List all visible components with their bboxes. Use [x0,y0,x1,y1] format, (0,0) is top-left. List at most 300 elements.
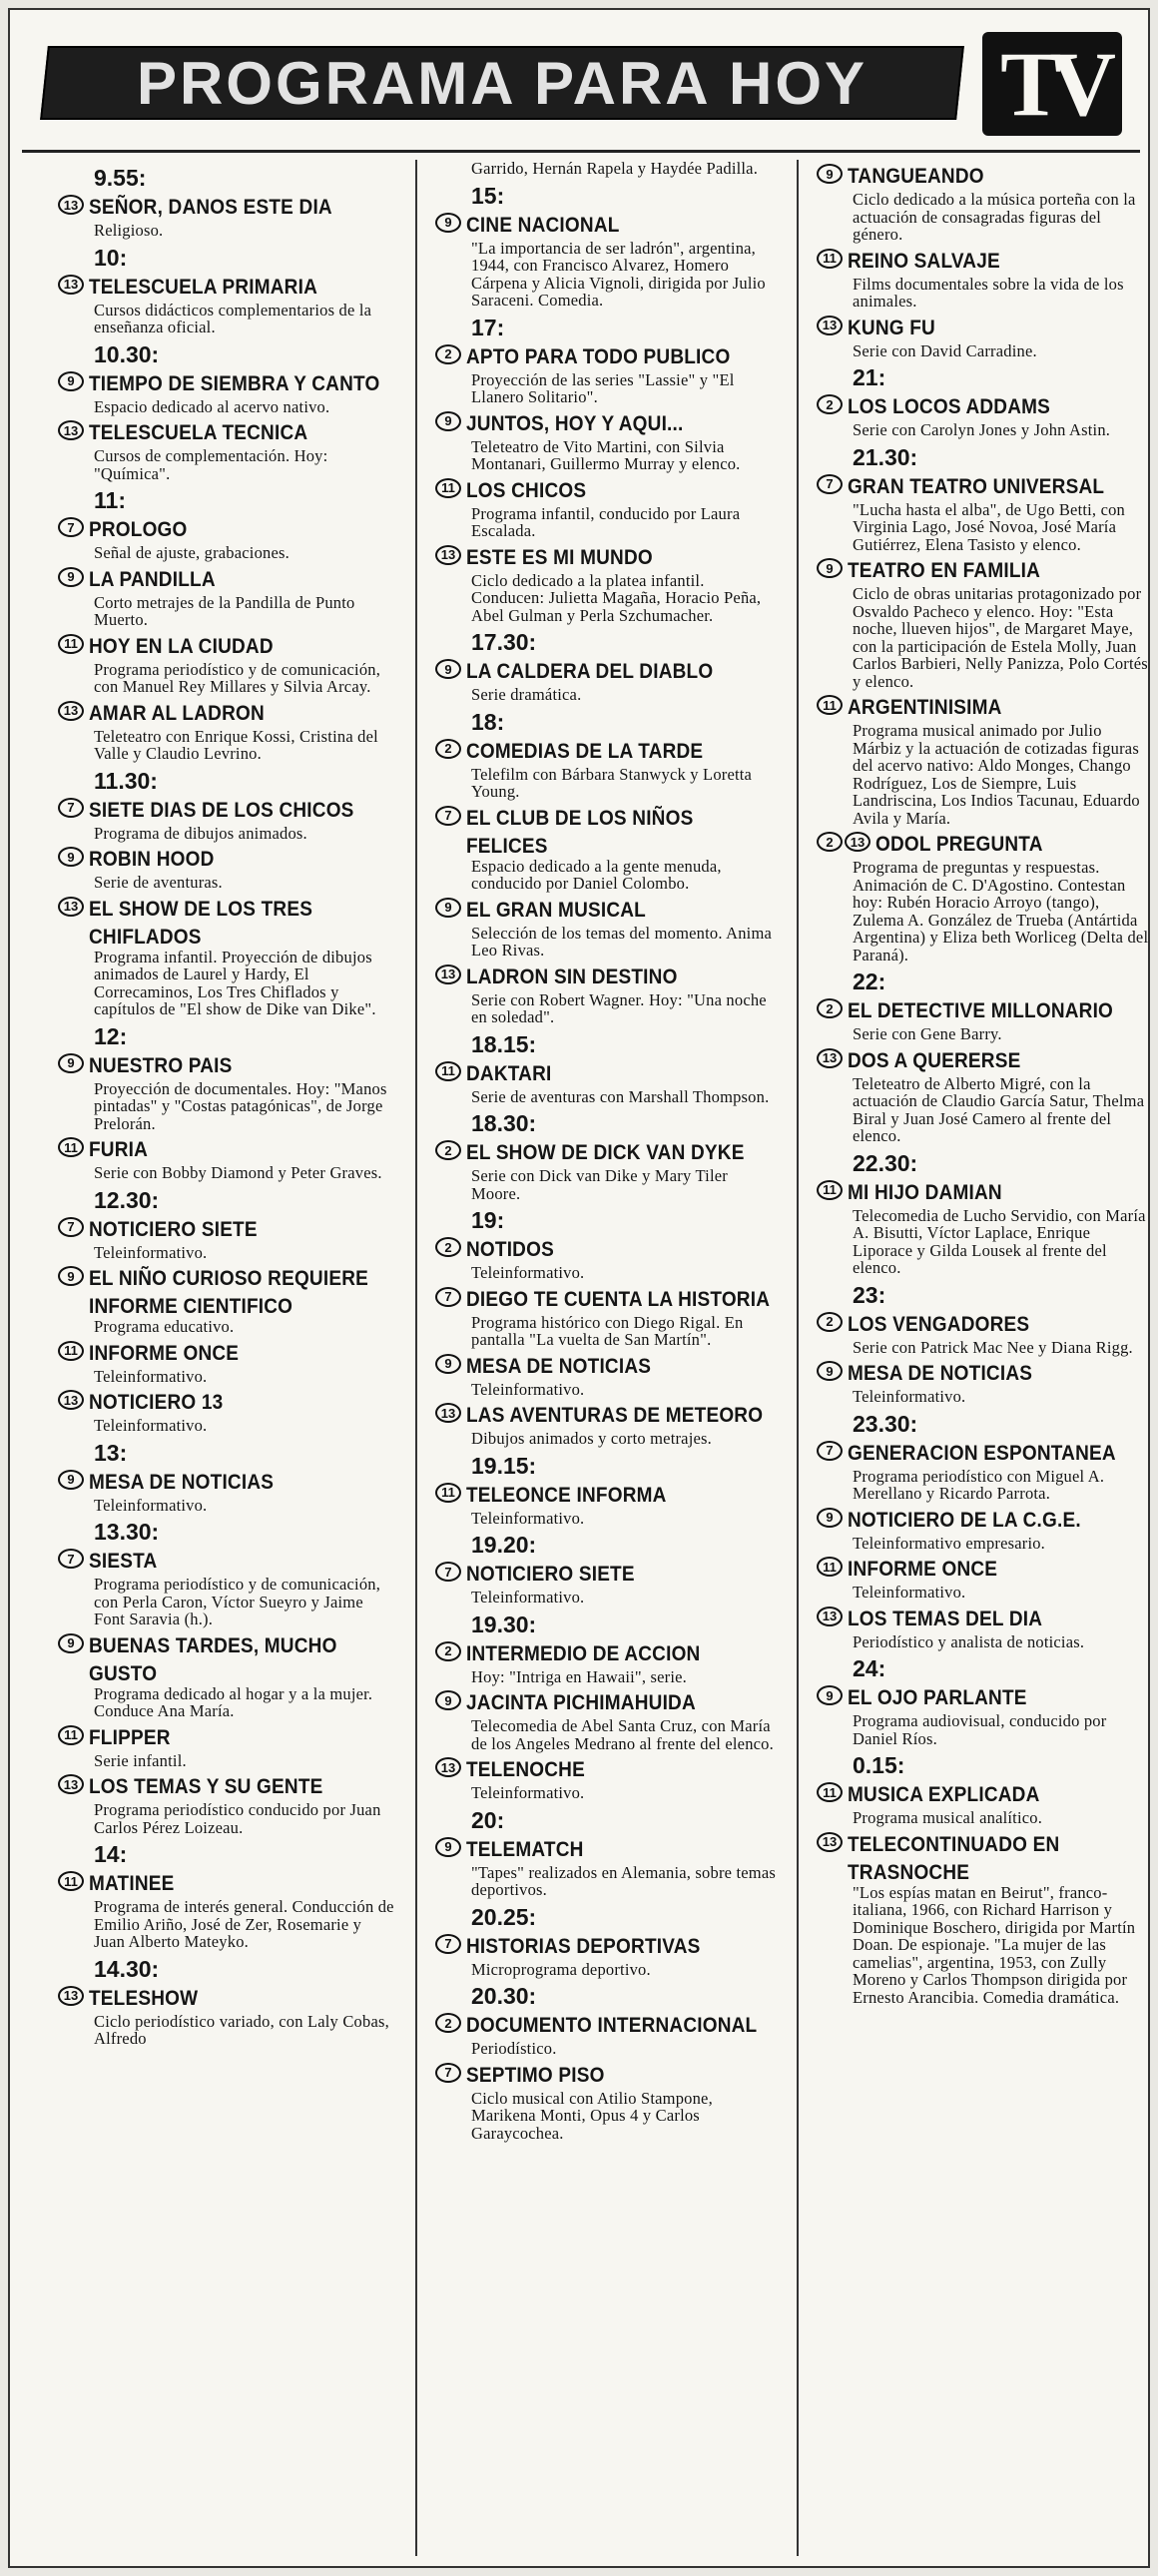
program-description: Programa infantil. Proyección de dibujos animados de Laurel y Hardy, El Correcaminos, Los Tres Chiflados y capítulos de "El show de Dike van Dike". [94,947,376,1018]
program-listing [435,544,777,625]
schedule-column-2 [435,160,777,2556]
program-name: NOTICIERO DE LA C.G.E. [848,1508,1081,1533]
program-description: Teleinformativo. [94,1495,208,1515]
channel-badges [435,898,461,918]
channel-badge: 9 [435,1690,461,1710]
channel-badge: 13 [435,545,461,565]
program-header [58,896,395,950]
program-header [58,846,395,871]
program-description: Espacio dedicado a la gente menuda, conducido por Daniel Colombo. [471,856,722,893]
time-slot: 24: [853,1655,886,1681]
program-listing [435,2012,777,2058]
program-listing [58,1216,395,1262]
program-header [817,1179,1150,1204]
channel-badge: 11 [817,1782,843,1802]
program-header [435,738,777,763]
program-header [58,797,395,822]
program-name: DAKTARI [466,1061,552,1086]
channel-badges [58,847,84,867]
program-name: LA PANDILLA [89,567,216,592]
program-header [817,1440,1150,1465]
program-name: TANGUEANDO [848,165,984,189]
program-header [817,997,1150,1022]
program-listing [435,343,777,406]
program-name: AMAR AL LADRON [89,701,265,726]
schedule-column-1 [58,160,395,2556]
program-header [435,1402,777,1427]
program-listing [435,658,777,704]
channel-badge: 13 [845,832,870,852]
program-name: GRAN TEATRO UNIVERSAL [848,474,1105,499]
program-header [58,633,395,658]
program-listing [817,1684,1150,1747]
channel-badges [817,1361,843,1381]
channel-badges [58,275,84,295]
program-header [435,544,777,569]
program-description: "Lucha hasta el alba", de Ugo Betti, con Virginia Lago, José Novoa, José María Gutiérrez, Elena Tasisto y elenco. [853,499,1126,554]
channel-badges [435,806,461,826]
program-name: TELESHOW [89,1986,199,2011]
channel-badge: 7 [435,2063,461,2083]
channel-badges [817,1508,843,1528]
channel-badges [817,249,843,269]
channel-badge: 9 [817,1685,843,1705]
channel-badge: 7 [435,806,461,826]
program-header [58,1773,395,1798]
channel-badge: 11 [817,1180,843,1200]
program-name: INFORME ONCE [89,1341,240,1366]
time-slot: 21: [853,364,886,390]
program-listing [435,1060,777,1106]
program-listing [817,1179,1150,1277]
channel-badge: 13 [817,1832,843,1852]
program-header [817,1047,1150,1072]
program-description: Programa periodístico conducido por Juan Carlos Pérez Loizeau. [94,1800,381,1837]
program-header [435,2062,777,2087]
schedule-columns [22,160,1149,2556]
channel-badges [435,411,461,431]
program-header [817,248,1150,273]
program-name: EL SHOW DE DICK VAN DYKE [466,1141,745,1165]
channel-badges [817,1441,843,1461]
program-listing [58,1724,395,1770]
channel-badges [435,2063,461,2083]
program-description: Teleinformativo empresario. [853,1533,1046,1553]
channel-badges [58,798,84,818]
channel-badge: 9 [817,164,843,184]
time-slot: 12: [94,1022,128,1049]
channel-badge: 9 [435,898,461,918]
program-listing [58,1632,395,1720]
time-slot: 18: [471,708,505,735]
channel-badges [58,1053,84,1073]
program-header [817,1556,1150,1581]
program-header [817,1831,1150,1885]
program-description: Serie con David Carradine. [853,340,1037,360]
program-listing [817,1360,1150,1406]
program-description: Teleinformativo. [853,1387,966,1406]
channel-badges [817,1832,843,1852]
program-name: FURIA [89,1138,149,1162]
program-name: LAS AVENTURAS DE METEORO [466,1404,764,1428]
channel-badge: 11 [817,249,843,269]
channel-badge: 9 [817,1508,843,1528]
time-slot: 20.30: [471,1983,537,2009]
program-name: EL CLUB DE LOS NIÑOS FELICES [466,806,694,859]
program-description: Programa audiovisual, conducido por Daniel Ríos. [853,1711,1107,1748]
program-header [817,1606,1150,1630]
time-slot: 22.30: [853,1149,918,1176]
channel-badges [817,1685,843,1705]
channel-badge: 9 [435,1837,461,1857]
program-description: Ciclo dedicado a la platea infantil. Conducen: Julietta Magaña, Horacio Peña, Abel Gulman y Perla Szchumacher. [471,570,762,625]
program-header [58,1632,395,1686]
program-description: Ciclo de obras unitarias protagonizado por Osvaldo Pacheco y elenco. Hoy: "Esta noche, llueven hijos", de Margaret Maye, con la participación de Estela Molly, Juan Carlos Barbieri, Nelly Panizza, Polo Cortés y elenco. [853,584,1148,691]
program-header [435,343,777,368]
program-name: NOTICIERO 13 [89,1391,224,1415]
channel-badges [817,474,843,494]
program-listing [435,1286,777,1349]
channel-badges [435,1690,461,1710]
program-listing [58,1052,395,1133]
channel-badges [58,1390,84,1410]
program-description: Periodístico. [471,2039,557,2058]
program-listing [817,315,1150,360]
channel-badges [58,1266,84,1286]
time-slot: 23.30: [853,1410,918,1437]
channel-badge: 13 [435,1757,461,1777]
program-name: ROBIN HOOD [89,848,215,872]
program-name: HISTORIAS DEPORTIVAS [466,1934,701,1959]
program-description: Teleinformativo. [471,1508,585,1528]
program-name: LOS TEMAS Y SU GENTE [89,1775,323,1799]
program-description: Teleinformativo. [853,1583,966,1602]
channel-badges [817,316,843,335]
program-name: APTO PARA TODO PUBLICO [466,344,731,369]
program-name: MESA DE NOTICIAS [466,1354,652,1379]
channel-badge: 11 [58,1725,84,1745]
program-description: Teleinformativo. [471,1263,585,1282]
channel-badge: 7 [58,1549,84,1569]
channel-badge: 13 [817,1607,843,1626]
program-description: Corto metrajes de la Pandilla de Punto Muerto. [94,592,355,629]
program-description: Programa educativo. [94,1317,235,1336]
channel-badges [817,1312,843,1332]
program-name: LOS TEMAS DEL DIA [848,1607,1043,1631]
program-listing [435,1836,777,1899]
program-description: Programa periodístico y de comunicación, con Manuel Rey Millares y Silvia Arcay. [94,659,381,696]
program-listing [58,370,395,416]
channel-badge: 11 [435,478,461,498]
channel-badges [58,1633,84,1653]
program-name: MESA DE NOTICIAS [848,1362,1033,1386]
program-description: Serie dramática. [471,685,582,704]
program-header [817,1684,1150,1709]
program-name: NOTICIERO SIETE [466,1563,635,1587]
program-name: NOTICIERO SIETE [89,1217,258,1242]
column-divider [415,160,417,2556]
program-listing [58,1136,395,1182]
program-description: Serie con Carolyn Jones y John Astin. [853,420,1111,439]
program-listing [435,410,777,473]
program-listing [58,274,395,336]
program-listing [435,212,777,310]
program-header [58,194,395,219]
channel-badge: 9 [58,1470,84,1490]
program-header [435,1836,777,1861]
channel-badges [58,517,84,537]
tv-logo-text: TV [1000,33,1104,135]
program-name: NOTIDOS [466,1238,554,1262]
program-header [817,393,1150,418]
program-description-continued: Garrido, Hernán Rapela y Haydée Padilla. [471,160,759,178]
program-description: Telecomedia de Lucho Servidio, con María A. Bisutti, Víctor Laplace, Enrique Liporace y Gilda Lousek al frente del elenco. [853,1205,1146,1277]
program-name: BUENAS TARDES, MUCHO GUSTO [89,1633,337,1686]
program-header [435,1139,777,1164]
channel-badge: 7 [58,517,84,537]
channel-badge: 2 [817,394,843,414]
channel-badges [58,567,84,587]
program-listing [435,805,777,893]
program-header [817,473,1150,498]
title-banner [40,46,964,120]
time-slot: 9.55: [94,165,147,191]
program-listing [435,1933,777,1979]
channel-badge: 13 [58,420,84,440]
program-name: JACINTA PICHIMAHUIDA [466,1691,696,1715]
program-description: Teleinformativo. [471,1379,585,1399]
channel-badge: 9 [58,567,84,587]
program-description: Hoy: "Intriga en Hawaii", serie. [471,1666,687,1686]
channel-badge: 13 [58,1986,84,2006]
program-name: EL GRAN MUSICAL [466,898,646,923]
program-header [435,212,777,237]
time-slot: 20.25: [471,1903,537,1930]
program-description: Serie de aventuras con Marshall Thompson. [471,1086,770,1106]
page-title: PROGRAMA PARA HOY [136,49,868,117]
program-listing [58,1265,395,1336]
program-name: KUNG FU [848,316,935,340]
program-listing [435,897,777,960]
channel-badge: 13 [58,701,84,721]
program-listing [435,964,777,1026]
program-header [58,370,395,395]
program-name: FLIPPER [89,1725,171,1750]
channel-badges [435,1757,461,1777]
program-header [58,1389,395,1414]
channel-badge: 11 [58,634,84,654]
masthead [44,32,1122,142]
program-listing [817,1507,1150,1553]
program-listing [435,1353,777,1399]
channel-badges [435,545,461,565]
program-description: Teleinformativo. [94,1242,208,1262]
program-header [817,1311,1150,1336]
program-name: TELECONTINUADO EN TRASNOCHE [848,1832,1060,1885]
channel-badges [817,1607,843,1626]
channel-badges [58,420,84,440]
channel-badges [58,1341,84,1361]
program-listing [58,1389,395,1435]
program-name: EL NIÑO CURIOSO REQUIERE INFORME CIENTIFICO [89,1267,368,1319]
program-name: MESA DE NOTICIAS [89,1470,275,1495]
program-description: Serie con Bobby Diamond y Peter Graves. [94,1163,382,1182]
program-header [58,516,395,541]
program-name: CINE NACIONAL [466,213,620,238]
channel-badge: 7 [817,1441,843,1461]
channel-badge: 11 [58,1871,84,1891]
program-listing [817,248,1150,311]
channel-badges [817,832,870,852]
time-slot: 21.30: [853,443,918,470]
program-listing [817,473,1150,554]
channel-badge: 9 [435,411,461,431]
time-slot: 23: [853,1281,886,1308]
program-description: Ciclo periodístico variado, con Laly Cobas, Alfredo [94,2011,389,2048]
program-name: INTERMEDIO DE ACCION [466,1641,701,1666]
program-header [435,1689,777,1714]
program-listing [817,1311,1150,1357]
program-description: Dibujos animados y corto metrajes. [471,1429,712,1448]
program-description: Teleinformativo. [471,1588,585,1607]
program-header [817,1507,1150,1532]
channel-badges [817,998,843,1018]
program-header [58,1469,395,1494]
time-slot: 14: [94,1841,128,1867]
program-name: MATINEE [89,1872,175,1896]
program-header [435,410,777,435]
program-name: LA CALDERA DEL DIABLO [466,660,714,684]
program-name: TIEMPO DE SIEMBRA Y CANTO [89,371,380,396]
program-name: TELEMATCH [466,1837,584,1862]
program-header [435,1482,777,1507]
time-slot: 11.30: [94,767,158,794]
program-name: EL OJO PARLANTE [848,1686,1027,1710]
program-description: Espacio dedicado al acervo nativo. [94,396,330,416]
program-header [435,1236,777,1261]
program-listing [435,1561,777,1607]
channel-badges [435,659,461,679]
program-name: LADRON SIN DESTINO [466,965,678,989]
program-listing [435,2062,777,2143]
channel-badges [817,1782,843,1802]
program-listing [58,419,395,482]
channel-badge: 13 [58,1390,84,1410]
program-header [58,700,395,725]
channel-badge: 11 [817,1557,843,1577]
channel-badges [435,478,461,498]
channel-badge: 9 [817,558,843,578]
program-name: DOCUMENTO INTERNACIONAL [466,2014,758,2038]
program-header [435,897,777,922]
program-listing [435,1236,777,1282]
program-header [435,1060,777,1085]
program-listing [58,1340,395,1386]
top-rule [22,150,1140,153]
program-name: REINO SALVAJE [848,249,1000,274]
program-description: Señal de ajuste, grabaciones. [94,543,290,562]
channel-badges [58,1137,84,1157]
program-header [58,566,395,591]
time-slot: 13: [94,1439,128,1466]
program-name: HOY EN LA CIUDAD [89,634,274,659]
channel-badges [435,1403,461,1423]
program-listing [58,1469,395,1515]
channel-badges [435,1934,461,1954]
program-header [435,2012,777,2037]
time-slot: 13.30: [94,1519,160,1545]
channel-badge: 11 [817,695,843,715]
channel-badge: 2 [435,344,461,364]
channel-badge: 9 [58,1266,84,1286]
channel-badges [58,1986,84,2006]
program-description: Programa periodístico con Miguel A. Merellano y Ricardo Parrota. [853,1466,1105,1503]
program-header [58,1216,395,1241]
program-listing [58,797,395,843]
program-header [58,1548,395,1573]
program-listing [817,1606,1150,1651]
program-name: LOS VENGADORES [848,1312,1030,1337]
program-description: "Los espías matan en Beirut", franco-italiana, 1966, con Richard Harrison y Dominique Boschero, dirigida por Martín Doan. De espionaje. "La mujer de las camelias", argentina, 1953, con Zully Moreno y Carlos Thompson dirigida por Ernesto Arancibia. Comedia dramática. [853,1882,1136,2007]
channel-badge: 7 [58,798,84,818]
program-description: Cursos de complementación. Hoy: "Química". [94,446,328,483]
channel-badges [817,1048,843,1068]
channel-badges [435,1237,461,1257]
channel-badge: 9 [58,847,84,867]
program-description: Programa de interés general. Conducción de Emilio Ariño, José de Zer, Rosemarie y Juan Alberto Mateyko. [94,1897,394,1951]
program-header [58,1052,395,1077]
program-header [435,805,777,859]
program-listing [58,1548,395,1628]
program-description: Programa musical animado por Julio Márbiz y la actuación de cotizadas figuras del acervo nativo: Aldo Monges, Chango Rodríguez, Los de Siempre, Luis Landriscina, Los Indios Tacunau, Eduardo Avila y María. [853,721,1140,828]
channel-badge: 11 [435,1061,461,1081]
program-description: "Tapes" realizados en Alemania, sobre temas deportivos. [471,1862,776,1899]
channel-badges [817,695,843,715]
program-name: SIESTA [89,1550,158,1574]
program-listing [58,1985,395,2048]
channel-badge: 11 [58,1341,84,1361]
channel-badges [817,1180,843,1200]
program-header [58,419,395,444]
channel-badge: 9 [58,371,84,391]
time-slot: 17: [471,314,505,340]
program-listing [58,194,395,240]
channel-badges [817,1557,843,1577]
program-header [58,1724,395,1749]
newspaper-page [8,8,1150,2568]
channel-badge: 7 [435,1287,461,1307]
channel-badge: 9 [817,1361,843,1381]
program-name: INFORME ONCE [848,1558,998,1582]
program-listing [58,1773,395,1836]
channel-badges [435,344,461,364]
channel-badges [435,739,461,759]
program-name: DOS A QUERERSE [848,1048,1021,1073]
program-header [817,1781,1150,1806]
time-slot: 10: [94,244,128,271]
program-listing [435,1139,777,1202]
time-slot: 19: [471,1207,505,1233]
channel-badge: 13 [435,1403,461,1423]
time-slot: 17.30: [471,629,537,655]
channel-badge: 2 [435,1140,461,1160]
program-listing [817,997,1150,1043]
program-description: Programa musical analítico. [853,1808,1043,1827]
program-description: Teleinformativo. [94,1416,208,1435]
channel-badges [435,1837,461,1857]
time-slot: 12.30: [94,1186,160,1213]
program-name: TELENOCHE [466,1758,585,1782]
